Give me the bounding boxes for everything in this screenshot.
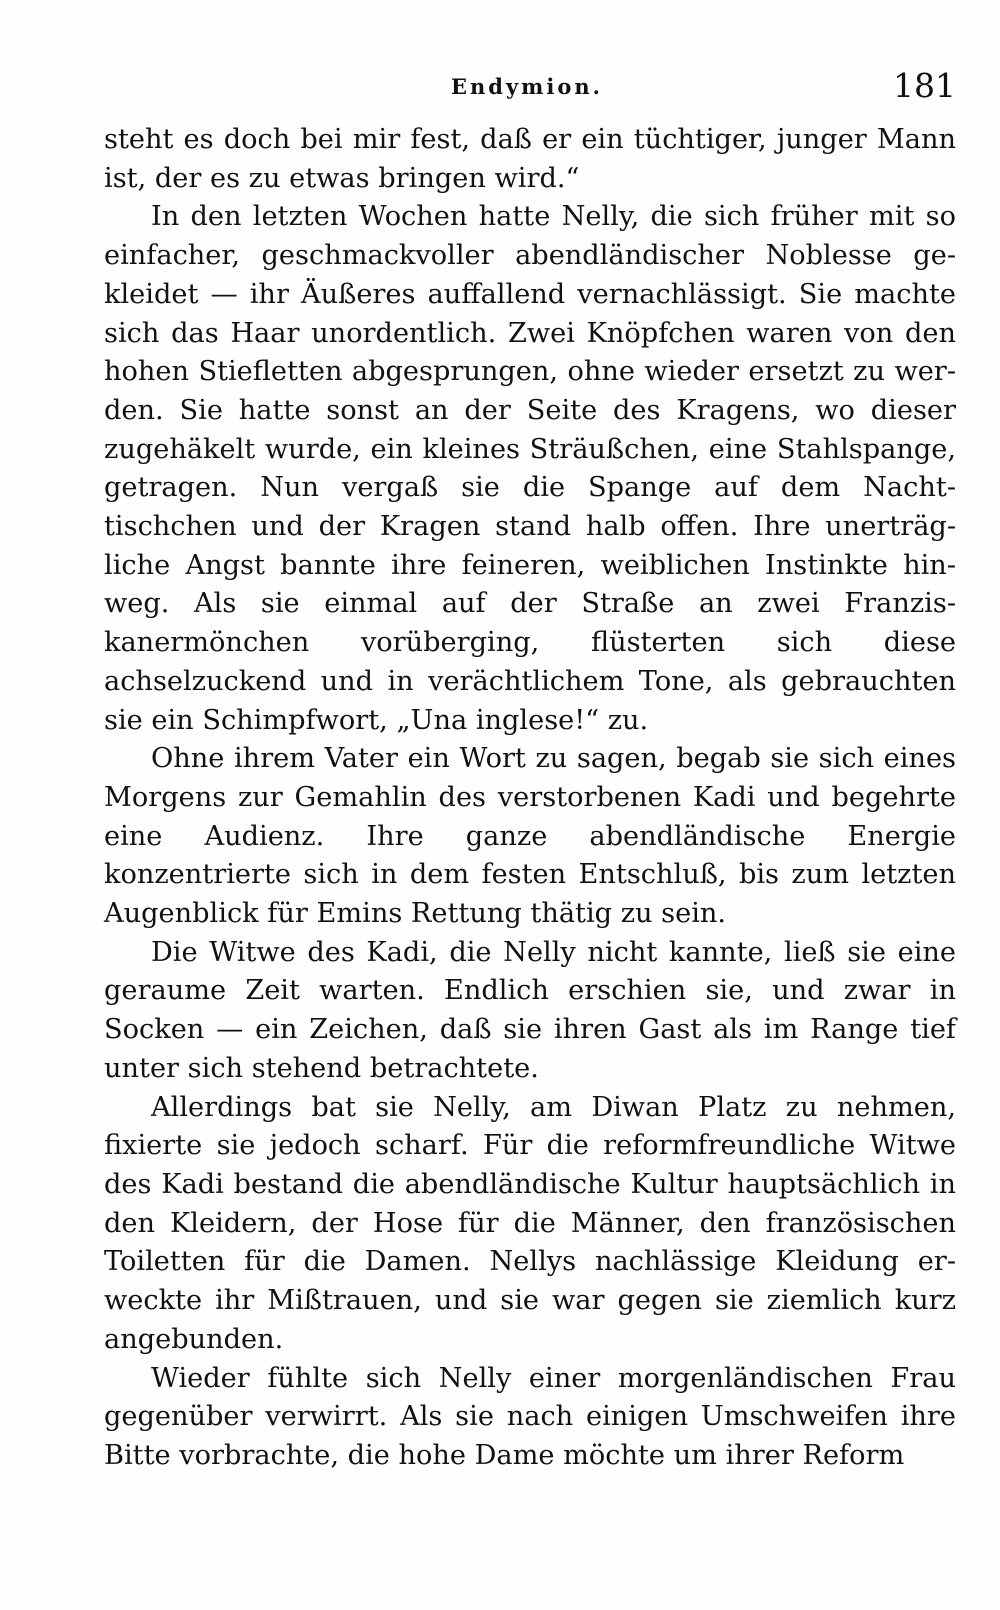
body-text [104, 121, 956, 1476]
paragraph: Die Witwe des Kadi, die Nelly nicht kannte, ließ sie eine geraume Zeit warten. Endlich erschien sie, und zwar in Socken — ein Zeichen, daß sie ihren Gast als im Range tief unter sich stehend betrachtete. [104, 936, 956, 1084]
paragraph: Allerdings bat sie Nelly, am Diwan Platz zu nehmen, fixierte sie jedoch scharf. Für die reformfreundliche Witwe des Kadi bestand die abendländische Kultur hauptsächlich in den Kleidern, der Hose für die Männer, den französischen Toiletten für die Damen. Nellys nachlässige Kleidung erweckte ihr Mißtrauen, und sie war gegen sie ziemlich kurz angebunden. [104, 1091, 956, 1355]
page-number: 181 [893, 66, 956, 105]
paragraph-continuation: steht es doch bei mir fest, daß er ein tüchtiger, junger Mann ist, der es zu etwas bringen wird.“ [104, 124, 956, 194]
running-title: Endymion. [451, 74, 603, 99]
paragraph: Wieder fühlte sich Nelly einer morgenländischen Frau gegenüber verwirrt. Als sie nach einigen Umschweifen ihre Bitte vorbrachte, die hohe Dame möchte um ihrer Reform [104, 1362, 956, 1471]
paragraph: In den letzten Wochen hatte Nelly, die sich früher mit so einfacher, geschmackvoller abendländischer Noblesse gekleidet — ihr Äußeres auffallend vernachlässigt. Sie machte sich das Haar unordentlich. Zwei Knöpfchen waren von den hohen Stiefletten abgesprungen, ohne wieder ersetzt zu werden. Sie hatte sonst an der Seite des Kragens, wo dieser zugehäkelt wurde, ein kleines Sträußchen, eine Stahlspange, getragen. Nun vergaß sie die Spange auf dem Nachttischchen und der Kragen stand halb offen. Ihre unerträgliche Angst bannte ihre feineren, weiblichen Instinkte hinweg. Als sie einmal auf der Straße an zwei Franziskanermönchen vorüberging, flüsterten sich diese achselzuckend und in verächtlichem Tone, als gebrauchten sie ein Schimpfwort, „Una inglese!“ zu. [104, 201, 956, 736]
paragraph: Ohne ihrem Vater ein Wort zu sagen, begab sie sich eines Morgens zur Gemahlin des verstorbenen Kadi und begehrte eine Audienz. Ihre ganze abendländische Energie konzentrierte sich in dem festen Entschluß, bis zum letzten Augenblick für Emins Rettung thätig zu sein. [104, 743, 956, 930]
running-head [98, 66, 956, 112]
